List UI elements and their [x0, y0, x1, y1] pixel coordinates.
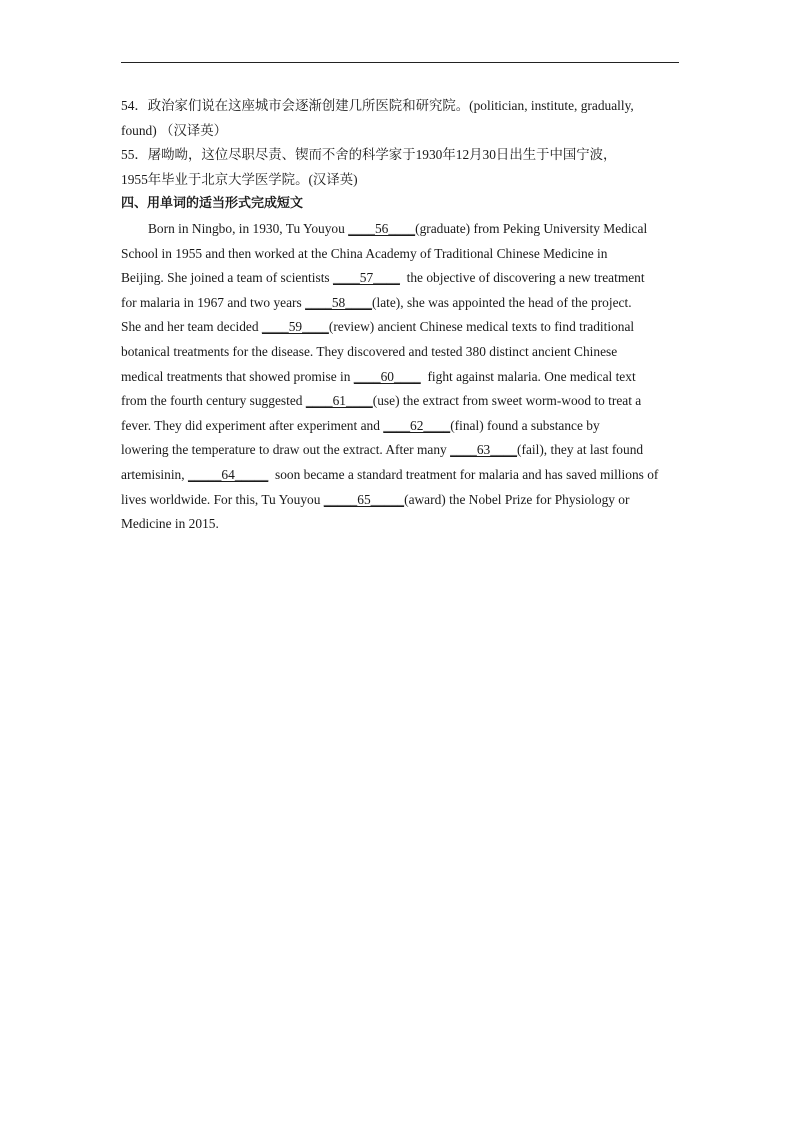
- passage-text: (late), she was appointed the head of the project.: [372, 294, 632, 310]
- worksheet-content: [121, 94, 681, 537]
- blank-64: _____64_____: [187, 466, 269, 482]
- passage-text: lives worldwide. For this, Tu Youyou: [121, 491, 324, 507]
- passage-line-6: botanical treatments for the disease. They discovered and tested 380 distinct ancient Chinese: [121, 343, 618, 359]
- passage-line-12: [121, 488, 681, 513]
- passage-line-2: School in 1955 and then worked at the China Academy of Traditional Chinese Medicine in: [121, 245, 608, 261]
- passage-line-8: [121, 389, 681, 414]
- section-title: 四、用单词的适当形式完成短文: [121, 196, 304, 212]
- passage-text: medical treatments that showed promise in: [121, 368, 354, 384]
- passage-text: the objective of discovering a new treatment: [399, 270, 645, 286]
- passage-text: (final) found a substance by: [450, 417, 600, 433]
- blank-61: ____61____: [305, 393, 373, 409]
- passage-text: soon became a standard treatment for malaria and has saved millions of: [268, 466, 659, 482]
- question-54-line-2: found) （汉译英）: [121, 122, 228, 138]
- passage-line-13: Medicine in 2015.: [121, 516, 219, 532]
- blank-57: ____57____: [332, 270, 400, 286]
- passage-line-10: [121, 438, 681, 463]
- passage-text: lowering the temperature to draw out the extract. After many: [121, 442, 451, 458]
- passage-text: (graduate) from Peking University Medical: [415, 220, 648, 236]
- passage-line-5: [121, 315, 681, 340]
- passage-text: for malaria in 1967 and two years: [121, 294, 306, 310]
- question-54: [121, 94, 681, 143]
- passage-line-1: [121, 217, 681, 242]
- passage-text: Beijing. She joined a team of scientists: [121, 270, 333, 286]
- question-55-line-1: 55．屠呦呦，这位尽职尽责、锲而不舍的科学家于1930年12月30日出生于中国宁波，: [121, 147, 617, 163]
- blank-60: ____60____: [353, 368, 421, 384]
- question-55-line-2: 1955年毕业于北京大学医学院。(汉译英): [121, 171, 358, 187]
- passage-line-7: [121, 365, 681, 390]
- question-55: [121, 143, 681, 192]
- blank-56: ____56____: [348, 220, 416, 236]
- passage-text: (use) the extract from sweet worm-wood to treat a: [372, 393, 642, 409]
- blank-63: ____63____: [450, 442, 518, 458]
- passage-line-11: [121, 463, 681, 488]
- passage-line-4: [121, 291, 681, 316]
- passage-text: (fail), they at last found: [517, 442, 644, 458]
- blank-59: ____59____: [261, 319, 329, 335]
- passage-line-3: [121, 266, 681, 291]
- passage-text: from the fourth century suggested: [121, 393, 306, 409]
- passage-text: artemisinin,: [121, 466, 188, 482]
- passage: [121, 217, 681, 537]
- passage-line-9: [121, 414, 681, 439]
- passage-text: Born in Ningbo, in 1930, Tu Youyou: [148, 220, 349, 236]
- passage-text: She and her team decided: [121, 319, 262, 335]
- passage-text: (award) the Nobel Prize for Physiology or: [404, 491, 630, 507]
- header-rule: [121, 62, 679, 63]
- blank-65: _____65_____: [323, 491, 405, 507]
- passage-text: fever. They did experiment after experiment and: [121, 417, 384, 433]
- passage-text: fight against malaria. One medical text: [420, 368, 636, 384]
- passage-text: (review) ancient Chinese medical texts to find traditional: [328, 319, 635, 335]
- blank-62: ____62____: [383, 417, 451, 433]
- blank-58: ____58____: [305, 294, 373, 310]
- question-54-line-1: 54．政治家们说在这座城市会逐渐创建几所医院和研究院。(politician, institute, gradually,: [121, 98, 634, 113]
